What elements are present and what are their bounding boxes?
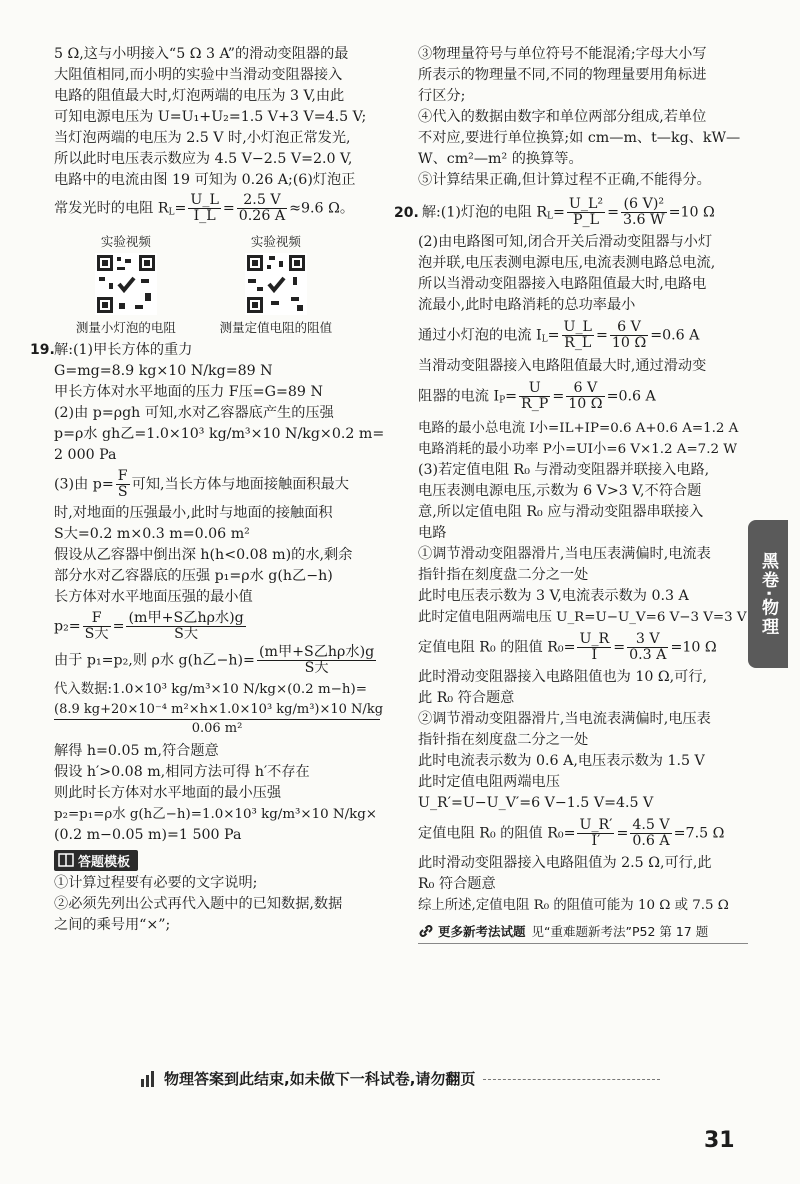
text-line: 之间的乘号用“×”; [54,916,171,933]
text-line: ⑤计算结果正确,但计算过程不正确,不能得分。 [418,172,711,188]
formula-line [54,645,380,676]
text-line: (3)若定值电阻 R₀ 与滑动变阻器并联接入电路, [418,461,710,478]
text-line: 所以此时电压表示数应为 4.5 V−2.5 V=2.0 V, [54,151,353,167]
link-icon [418,924,434,938]
formula-eq: = [552,388,565,405]
formula-eq: = [553,204,565,221]
footer-dashed-rule [483,1078,660,1080]
text-line: U_R′=U−U_V′=6 V−1.5 V=4.5 V [418,794,654,811]
answer-template-title: 答题模板 [78,854,131,870]
fraction [188,193,220,224]
fraction [257,645,376,676]
denominator: S大 [174,625,199,642]
text-line: 时,对地面的压强最小,此时与地面的接触面积 [54,504,333,521]
text-line: 则此时长方体对水平地面的最小压强 [54,784,282,801]
fraction [566,381,604,412]
formula-text: 通过小灯泡的电流 I [418,327,542,343]
denominator: 0.26 A [238,208,286,224]
question-number: 19. [30,341,55,358]
text-line: 电路中的电流由图 19 可知为 0.26 A;(6)灯泡正 [54,172,356,188]
qr-card-1[interactable] [76,232,176,336]
formula-eq: = [174,200,187,217]
formula-line [418,320,748,353]
text-line: 电路消耗的最小功率 P小=UI小=6 V×1.2 A=7.2 W [418,441,738,457]
numerator: 6 V [566,381,604,397]
fraction [83,611,111,642]
fraction [610,320,648,351]
formula-text: =10 Ω [670,639,717,655]
denominator: R_L [564,334,592,351]
text-line: 解得 h=0.05 m,符合题意 [54,742,219,759]
qr-code-icon [95,253,157,315]
denominator: R_P [521,396,549,412]
formula-eq: = [595,327,608,343]
text-line: R₀ 符合题意 [418,875,496,892]
fraction [577,632,611,663]
qr-card-2[interactable] [220,232,333,336]
numerator: U [519,381,550,397]
formula-text: =0.6 A [606,388,656,405]
text-line: 不对应,要进行单位换算;如 cm—m、t—kg、kW— [418,130,741,146]
text-line: 电路的最小总电流 I小=IL+IP=0.6 A+0.6 A=1.2 A [418,420,739,436]
qr-code-row [54,232,354,336]
text-line: 假设 h′>0.08 m,相同方法可得 h′不存在 [54,763,310,780]
text-line: 意,所以定值电阻 R₀ 应与滑动变阻器串联接入 [418,503,704,520]
numerator: U_L [563,318,592,335]
formula-eq: = [505,388,518,405]
denominator: S大 [304,659,329,676]
text-line: 此时滑动变阻器接入电路阻值为 2.5 Ω,可行,此 [418,854,712,871]
fraction [621,197,667,228]
formula-text: 阻器的电流 I [418,388,500,405]
text-line: 流最小,此时电路消耗的总功率最小 [418,296,636,313]
denominator: 3.6 W [622,212,665,228]
numerator: U_L² [568,196,604,212]
fraction [562,320,594,351]
text-line: W、cm²—m² 的换算等。 [418,151,583,167]
formula-text: 定值电阻 R₀ 的阻值 R₀= [418,639,576,655]
text-line: G=mg=8.9 kg×10 N/kg=89 N [54,362,273,379]
text-line: 可知电源电压为 U=U₁+U₂=1.5 V+3 V=4.5 V; [54,109,367,125]
book-icon [58,853,74,867]
formula-line [418,818,748,849]
text-line: 长方体对水平地面压强的最小值 [54,588,253,605]
numerator: (8.9 kg+20×10⁻⁴ m²×h×1.0×10³ kg/m³)×10 N/kg [54,701,380,720]
subject-side-tab: 黑卷·物理 [748,520,788,668]
answer-template-heading [54,850,138,871]
question-19 [30,340,385,846]
text-line: 综上所述,定值电阻 R₀ 的阻值可能为 10 Ω 或 7.5 Ω [418,897,729,913]
formula-sub: L [541,334,548,344]
denominator: P_L [572,212,599,228]
q20-formula-line: 20. 解:(1)灯泡的电阻 $R_L=$ $\frac{\text{U\_L²}}{P\_L}$ = $\frac{\text{(6 V)²}}{3.6 W}$ =10 Ω [394,196,715,228]
formula-text: 解:(1)灯泡的电阻 R [421,204,548,221]
denominator: 0.6 A [632,832,670,849]
denominator: 0.3 A [629,646,667,663]
text-line: ②必须先列出公式再代入题中的已知数据,数据 [54,895,343,912]
left-column [30,44,385,936]
text-line: 电路的阻值最大时,灯泡两端的电压为 3 V,由此 [54,88,345,104]
text-line: ①计算过程要有必要的文字说明; [54,874,258,891]
text-line: 此时电流表示数为 0.6 A,电压表示数为 1.5 V [418,752,705,769]
text-line: ④代入的数据由数字和单位两部分组成,若单位 [418,109,707,125]
text-line: 解:(1)甲长方体的重力 [54,341,193,358]
formula-line [418,381,748,414]
denominator: 10 Ω [568,396,603,412]
text-line: 5 Ω,这与小明接入“5 Ω 3 A”的滑动变阻器的最 [54,46,349,62]
fraction [627,632,668,663]
formula-text: 常发光时的电阻 R [54,200,169,217]
text-line: 此时电压表示数为 3 V,电流表示数为 0.3 A [418,587,689,604]
qr-caption-top: 实验视频 [250,233,301,249]
text-line: ①调节滑动变阻器滑片,当电压表满偏时,电流表 [418,545,711,562]
formula-sub: L [168,207,175,218]
text-line: (2)由 p=ρgh 可知,水对乙容器底产生的压强 [54,404,334,421]
question-number: 20. [394,204,419,221]
text-line: ②调节滑动变阻器滑片,当电流表满偏时,电压表 [418,710,711,727]
text-line: 电压表测电源电压,示数为 6 V>3 V,不符合题 [418,482,702,499]
fraction [630,818,671,849]
denominator: I [591,646,598,663]
qr-code-icon [245,253,307,315]
q19-line-1 [30,340,380,361]
formula-text: =0.6 A [650,327,700,343]
formula-sub: P [499,395,506,406]
text-line: 指针指在刻度盘二分之一处 [418,566,589,583]
text-line: 泡并联,电压表测电源电压,电流表测电路总电流, [418,254,716,271]
numerator: 6 V [610,320,648,336]
denominator: S [117,483,128,500]
formula-text: ≈9.6 Ω。 [289,200,355,217]
text-line: 此时定值电阻两端电压 U_R=U−U_V=6 V−3 V=3 V [418,609,747,625]
formula-eq: = [613,639,626,655]
formula-text: =10 Ω [668,204,715,221]
fraction [237,193,287,224]
denominator: I_L [193,208,216,224]
text-line: S大=0.2 m×0.3 m=0.06 m² [54,525,250,542]
qr-caption-bottom: 测量小灯泡的电阻 [75,319,176,335]
text-line: (0.2 m−0.05 m)=1 500 Pa [54,826,242,843]
long-fraction [54,701,384,738]
text-line: 电路 [418,524,447,541]
numerator: (6 V)² [621,197,667,213]
footer-notice [140,1068,660,1089]
numerator: U_L [190,192,219,208]
text-line: p=ρ水 gh乙=1.0×10³ kg/m³×10 N/kg×0.2 m= [54,425,385,442]
fraction [126,611,245,642]
text-line: 部分水对乙容器底的压强 p₁=ρ水 g(h乙−h) [54,567,333,584]
numerator: 3 V [627,632,668,648]
denominator: I′ [591,832,601,849]
numerator: U_R [579,630,610,647]
numerator: 4.5 V [632,816,670,833]
qr-caption-top: 实验视频 [100,233,151,249]
text-line: (2)由电路图可知,闭合开关后滑动变阻器与小灯 [418,233,713,250]
text-line: p₂=p₁=ρ水 g(h乙−h)=1.0×10³ kg/m³×10 N/kg× [54,806,378,822]
numerator: U_R′ [579,816,613,833]
text-line: 所表示的物理量不同,不同的物理量要用角标进 [418,67,707,83]
formula-line [54,611,380,642]
qr-caption-bottom: 测量定值电阻的阻值 [219,319,333,335]
formula-text: (3)由 p= [54,476,114,492]
numerator: 2.5 V [237,193,287,209]
denominator: S大 [84,625,109,642]
text-line: 假设从乙容器中倒出深 h(h<0.08 m)的水,剩余 [54,546,353,563]
formula-text: 可知,当长方体与地面接触面积最大 [131,476,349,492]
text-line: 指针指在刻度盘二分之一处 [418,731,589,748]
text-line: 此 R₀ 符合题意 [418,689,515,706]
formula-eq: = [616,825,629,841]
formula-line: 常发光时的电阻 $R_L=$ $\frac{U\_L}{I\_L}$ = $\frac{2.5 V}{0.26 A}$ ≈9.6 Ω。 [54,192,355,224]
numerator: (m甲+S乙hρ水)g [258,643,375,660]
more-questions-reference: 见“重难题新考法”P52 第 17 题 [531,923,709,939]
text-line: 代入数据:1.0×10³ kg/m³×10 N/kg×(0.2 m−h)= [54,681,367,697]
formula-eq: = [112,618,125,634]
formula-text: p₂= [54,618,81,634]
formula-eq: = [547,327,560,343]
text-line: 行区分; [418,88,466,104]
denominator: 0.06 m² [191,720,243,736]
formula-line [418,632,748,663]
formula-text: 定值电阻 R₀ 的阻值 R₀= [418,825,576,841]
formula-text: 由于 p₁=p₂,则 ρ水 g(h乙−h)= [54,652,255,668]
fraction [577,818,614,849]
numerator: F [117,467,128,484]
denominator: 10 Ω [611,334,647,351]
text-line: 所以当滑动变阻器接入电路阻值最大时,电路电 [418,275,707,292]
bar-chart-icon [140,1071,158,1087]
formula-sub: L [547,211,553,222]
more-questions-link[interactable] [418,922,748,944]
formula-line [54,469,380,500]
text-line: 此时定值电阻两端电压 [418,773,560,790]
fraction [519,381,550,412]
numerator: F [83,611,111,627]
footer-text: 物理答案到此结束,如未做下一科试卷,请勿翻页 [164,1070,476,1088]
more-questions-title: 更多新考法试题 [438,923,526,939]
text-line: 2 000 Pa [54,446,117,463]
text-line: 大阻值相同,而小明的实验中当滑动变阻器接入 [54,67,343,83]
text-line: 当滑动变阻器接入电路阻值最大时,通过滑动变 [418,358,707,374]
text-line: ③物理量符号与单位符号不能混淆;字母大小写 [418,46,707,62]
page-number: 31 [704,1128,735,1153]
text-line: 当灯泡两端的电压为 2.5 V 时,小灯泡正常发光, [54,130,351,146]
text-line: 甲长方体对水平地面的压力 F压=G=89 N [54,383,323,400]
fraction [567,197,605,228]
numerator: (m甲+S乙hρ水)g [128,609,244,626]
right-column [394,44,748,944]
fraction [116,469,130,500]
text-line: 此时滑动变阻器接入电路阻值也为 10 Ω,可行, [418,668,708,685]
formula-text: =7.5 Ω [673,825,725,841]
